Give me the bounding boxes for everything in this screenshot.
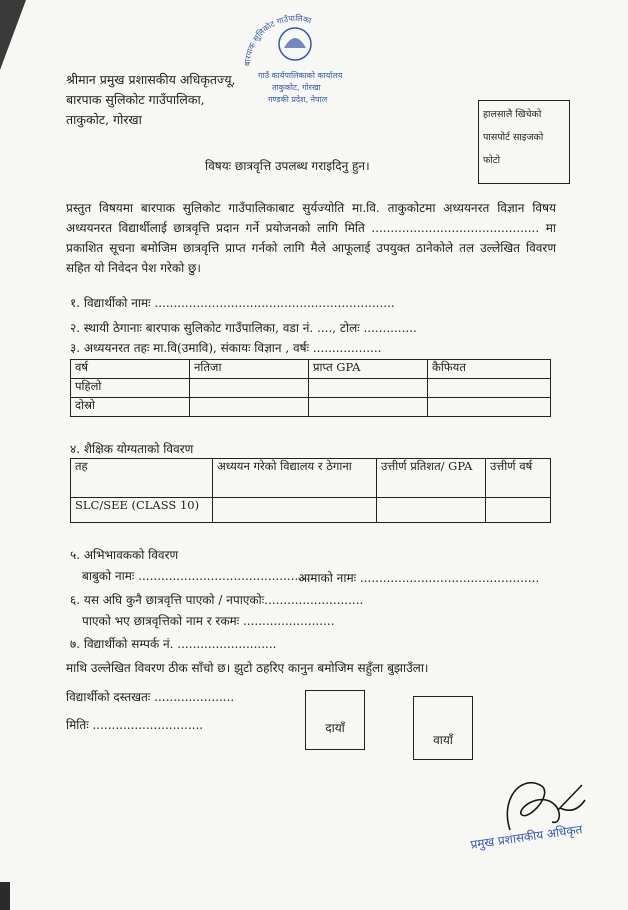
- table-cell[interactable]: [309, 398, 428, 417]
- official-stamp-title: प्रमुख प्रशासकीय अधिकृत: [469, 822, 584, 852]
- table-cell[interactable]: [190, 398, 309, 417]
- table-cell[interactable]: [377, 498, 486, 523]
- left-thumb-label: वायाँ: [433, 733, 453, 747]
- photo-placeholder: [478, 100, 570, 184]
- table-cell: पहिलो: [71, 379, 190, 398]
- qualification-table: [70, 458, 551, 523]
- table-cell[interactable]: [486, 498, 551, 523]
- addressee-line: ताकुकोट, गोरखा: [66, 112, 142, 127]
- addressee-block: [66, 70, 235, 130]
- table-cell: SLC/SEE (CLASS 10): [71, 498, 213, 523]
- table-header-cell: कैफियत: [428, 360, 551, 379]
- scholarship-name-amount-field[interactable]: पाएको भए छात्रवृत्तिको नाम र रकमः ........................: [82, 614, 335, 628]
- table-row: [71, 398, 551, 417]
- permanent-address-field[interactable]: २. स्थायी ठेगानाः बारपाक सुलिकोट गाउँपालिका, वडा नं. ...., टोलः ..............: [70, 321, 417, 335]
- student-signature-field[interactable]: विद्यार्थीको दस्तखतः .....................: [66, 690, 235, 704]
- section-title: ४. शैक्षिक योग्यताको विवरण: [70, 442, 194, 456]
- table-header-cell: अध्ययन गरेको विद्यालय र ठेगाना: [213, 459, 377, 498]
- left-thumbprint-box[interactable]: [413, 696, 473, 760]
- section-title: ५. अभिभावकको विवरण: [70, 548, 179, 562]
- table-header-row: [71, 459, 551, 498]
- father-name-field[interactable]: बाबुको नामः ..............................................: [82, 569, 314, 583]
- table-header-cell: वर्ष: [71, 360, 190, 379]
- table-header-cell: प्राप्त GPA: [309, 360, 428, 379]
- date-field[interactable]: मितिः .............................: [66, 718, 204, 732]
- photo-line: फोटो: [483, 155, 501, 166]
- table-row: [71, 379, 551, 398]
- table-header-cell: नतिजा: [190, 360, 309, 379]
- addressee-line: बारपाक सुलिकोट गाउँपालिका,: [66, 92, 205, 107]
- table-cell[interactable]: [428, 398, 551, 417]
- table-header-cell: तह: [71, 459, 213, 498]
- subject-line: विषयः छात्रवृत्ति उपलब्ध गराइदिनु हुन।: [205, 159, 370, 173]
- page-corner-shadow: [0, 0, 26, 70]
- table-header-cell: उत्तीर्ण वर्ष: [486, 459, 551, 498]
- contact-number-field[interactable]: ७. विद्यार्थीको सम्पर्क नं. ..........................: [70, 637, 277, 651]
- table-cell: दोस्रो: [71, 398, 190, 417]
- svg-text:गण्डकी प्रदेश, नेपाल: गण्डकी प्रदेश, नेपाल: [268, 95, 328, 104]
- photo-line: पासपोर्ट साइजको: [483, 132, 544, 143]
- table-header-cell: उत्तीर्ण प्रतिशत/ GPA: [377, 459, 486, 498]
- student-name-field[interactable]: १. विद्यार्थीको नामः ...............................................................: [70, 296, 395, 310]
- svg-text:गाउँ कार्यपालिकाको कार्यालय: गाउँ कार्यपालिकाको कार्यालय: [258, 71, 343, 80]
- table-cell[interactable]: [190, 379, 309, 398]
- table-cell[interactable]: [309, 379, 428, 398]
- municipality-seal-icon: [236, 8, 354, 112]
- study-level-field[interactable]: ३. अध्ययनरत तहः मा.वि(उमावि), संकायः विज्ञान , वर्षः ..................: [70, 341, 382, 355]
- right-thumbprint-box[interactable]: [305, 690, 365, 750]
- table-cell[interactable]: [213, 498, 377, 523]
- table-row: [71, 498, 551, 523]
- page-corner-shadow: [0, 882, 10, 910]
- addressee-line: श्रीमान प्रमुख प्रशासकीय अधिकृतज्यू,: [66, 72, 236, 87]
- right-thumb-label: दायाँ: [325, 721, 345, 735]
- declaration-text: माथि उल्लेखित विवरण ठीक साँचो छ। झुटो ठहरिए कानुन बमोजिम सहुँला बुझाउँला।: [66, 661, 429, 675]
- mother-name-field[interactable]: आमाको नामः ...............................................: [298, 571, 540, 585]
- yearly-results-table: [70, 359, 551, 417]
- svg-text:ताकुकोट, गोरखा: ताकुकोट, गोरखा: [272, 83, 321, 92]
- table-cell[interactable]: [428, 379, 551, 398]
- previous-scholarship-field[interactable]: ६. यस अघि कुनै छात्रवृत्ति पाएको / नपाएकोः..........................: [70, 593, 364, 607]
- application-paragraph: प्रस्तुत विषयमा बारपाक सुलिकोट गाउँपालिकाबाट सुर्यज्योति मा.वि. ताकुकोटमा अध्ययनरत विज्ञान विषय अध्ययनरत विद्यार्थीलाई छात्रवृत्ति प्रदान गर्ने प्रयोजनको लागि मिति ............................................ मा प्रकाशित सूचना बमोजिम छात्रवृत्ति प्राप्त गर्नको लागि मैले आफूलाई उपयुक्त ठानेकोले तल उल्लेखित विवरण सहित यो निवेदन पेश गरेको छु।: [66, 201, 556, 275]
- svg-text:बारपाक सुलिकोट गाउँपालिका: बारपाक सुलिकोट गाउँपालिका: [242, 13, 313, 67]
- photo-line: हालसालै खिचेको: [483, 109, 542, 120]
- table-header-row: [71, 360, 551, 379]
